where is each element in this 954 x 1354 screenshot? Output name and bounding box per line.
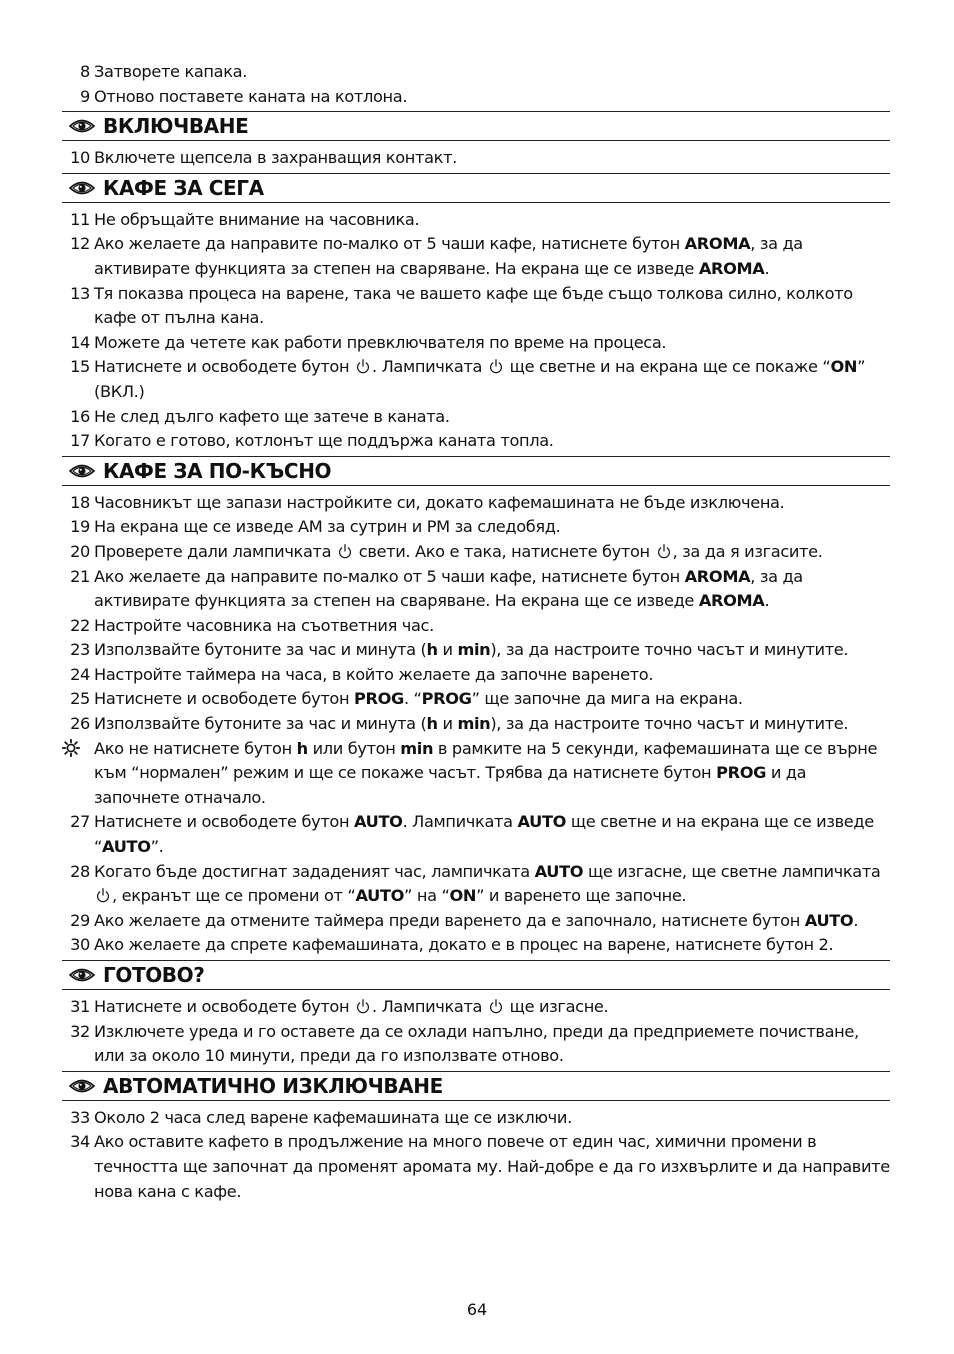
list-item bbox=[62, 540, 890, 565]
bold-term: h bbox=[296, 738, 308, 758]
section-title: КАФЕ ЗА СЕГА bbox=[103, 175, 264, 200]
text-run: ” (ВКЛ.) bbox=[94, 357, 866, 401]
item-text bbox=[90, 614, 890, 639]
text-run: Натиснете и освободете бутон bbox=[94, 689, 354, 709]
text-run: Не обръщайте внимание на часовника. bbox=[94, 209, 420, 229]
bold-term: AROMA bbox=[684, 566, 751, 586]
item-text bbox=[90, 712, 890, 737]
text-run: Затворете капака. bbox=[94, 62, 248, 81]
section-title: ГОТОВО? bbox=[103, 963, 205, 987]
item-text bbox=[90, 429, 890, 454]
text-run: ще изгасне, ще светне лампичката bbox=[583, 861, 881, 881]
text-run: Ако желаете да отмените таймера преди варенето да е започнало, натиснете бутон bbox=[94, 910, 805, 930]
power-icon bbox=[356, 358, 370, 375]
list-item bbox=[62, 355, 890, 404]
text-run: Натиснете и освободете бутон bbox=[94, 812, 354, 832]
eye-icon bbox=[68, 116, 96, 136]
list-item bbox=[62, 638, 890, 663]
bold-term: PROG bbox=[421, 689, 472, 709]
item-number: 12 bbox=[70, 234, 90, 254]
item-number: 14 bbox=[70, 332, 90, 352]
item-text bbox=[90, 208, 890, 233]
power-icon bbox=[356, 998, 370, 1015]
bold-term: AUTO bbox=[534, 861, 584, 881]
list-item bbox=[62, 232, 890, 281]
item-number: 30 bbox=[70, 935, 90, 955]
text-run: Ако желаете да спрете кафемашината, докато е в процес на варене, натиснете бутон 2. bbox=[94, 935, 834, 955]
list-item bbox=[62, 85, 890, 110]
item-number: 32 bbox=[70, 1021, 90, 1041]
list-item bbox=[62, 331, 890, 356]
item-text bbox=[90, 995, 890, 1020]
text-run: в рамките на 5 секунди, кафемашината ще се върне към “нормален” режим и ще се покаже часът. Трябва да натиснете бутон bbox=[94, 738, 878, 783]
text-run: , екранът ще се промени от “ bbox=[112, 886, 356, 906]
eye-icon bbox=[68, 178, 96, 198]
text-run: . Лампичката bbox=[371, 997, 487, 1016]
bold-term: PROG bbox=[353, 689, 404, 709]
list-item bbox=[62, 1020, 890, 1069]
bold-term: AUTO bbox=[355, 886, 405, 906]
item-number: 31 bbox=[70, 997, 90, 1016]
text-run: свети. Ако е така, натиснете бутон bbox=[353, 541, 655, 561]
text-run: Използвайте бутоните за час и минута ( bbox=[94, 714, 427, 734]
text-run: Натиснете и освободете бутон bbox=[94, 997, 354, 1016]
item-number: 25 bbox=[70, 689, 90, 709]
power-icon bbox=[338, 543, 352, 560]
list-item bbox=[62, 146, 890, 171]
item-number: 23 bbox=[70, 640, 90, 660]
text-run: , за да активирате функцията за степен на сваряване. На екрана ще се изведе bbox=[94, 234, 803, 278]
text-run: Използвайте бутоните за час и минута ( bbox=[94, 640, 427, 660]
text-run: . Лампичката bbox=[371, 357, 487, 377]
text-run: Не след дълго кафето ще затече в каната. bbox=[94, 406, 450, 426]
item-number: 34 bbox=[70, 1132, 90, 1152]
text-run: или бутон bbox=[307, 738, 401, 758]
section-header bbox=[62, 1071, 890, 1101]
text-run: ), за да настроите точно часът и минутите. bbox=[490, 714, 849, 734]
text-run: Включете щепсела в захранващия контакт. bbox=[94, 148, 457, 168]
text-run: Натиснете и освободете бутон bbox=[94, 357, 354, 377]
list-item bbox=[62, 614, 890, 639]
item-text bbox=[90, 540, 890, 565]
text-run: Ако желаете да направите по-малко от 5 чаши кафе, натиснете бутон bbox=[94, 566, 685, 586]
item-number: 17 bbox=[70, 431, 90, 451]
bold-term: AUTO bbox=[517, 812, 567, 832]
item-number: 11 bbox=[70, 209, 90, 229]
text-run: . “ bbox=[403, 689, 422, 709]
item-text bbox=[90, 405, 890, 430]
item-text bbox=[90, 663, 890, 688]
item-text bbox=[90, 565, 890, 614]
item-text bbox=[90, 1130, 890, 1204]
text-run: Когато е готово, котлонът ще поддържа каната топла. bbox=[94, 431, 554, 451]
bold-term: ON bbox=[449, 886, 477, 906]
item-number: 10 bbox=[70, 148, 90, 168]
text-run: и да започнете отначало. bbox=[94, 763, 807, 807]
item-number: 15 bbox=[70, 357, 90, 377]
text-run: ще светне и на екрана ще се покаже “ bbox=[504, 357, 831, 377]
text-run: ), за да настроите точно часът и минутите. bbox=[490, 640, 849, 660]
section-title: КАФЕ ЗА ПО-КЪСНО bbox=[103, 458, 332, 483]
section-title: АВТОМАТИЧНО ИЗКЛЮЧВАНЕ bbox=[103, 1073, 443, 1098]
tip-marker bbox=[62, 737, 90, 811]
list-item bbox=[62, 737, 890, 811]
item-number: 21 bbox=[70, 566, 90, 586]
item-text bbox=[90, 860, 890, 909]
list-item bbox=[62, 1130, 890, 1204]
bold-term: ON bbox=[830, 357, 858, 377]
list-item bbox=[62, 60, 890, 85]
item-text bbox=[90, 282, 890, 331]
list-item bbox=[62, 810, 890, 859]
text-run: Тя показва процеса на варене, така че вашето кафе ще бъде също толкова силно, колкото кафе от пълна кана. bbox=[94, 283, 853, 328]
item-number: 24 bbox=[70, 664, 90, 684]
section-header bbox=[62, 173, 890, 203]
bold-term: min bbox=[457, 640, 491, 660]
text-run: Когато бъде достигнат зададеният час, лампичката bbox=[94, 861, 535, 881]
item-text bbox=[90, 85, 890, 110]
text-run: ” и варенето ще започне. bbox=[476, 886, 687, 906]
eye-icon bbox=[68, 461, 96, 481]
bold-term: PROG bbox=[716, 763, 767, 783]
text-run: ” на “ bbox=[404, 886, 450, 906]
item-text bbox=[90, 515, 890, 540]
bold-term: AROMA bbox=[698, 591, 765, 611]
list-item bbox=[62, 429, 890, 454]
text-run: Около 2 часа след варене кафемашината ще се изключи. bbox=[94, 1107, 572, 1127]
item-number: 26 bbox=[70, 714, 90, 734]
text-run: и bbox=[437, 640, 458, 660]
list-item bbox=[62, 565, 890, 614]
text-run: Изключете уреда и го оставете да се охлади напълно, преди да предприемете почистване, или за около 10 минути, преди да го използвате отново. bbox=[94, 1021, 859, 1066]
section-title: ВКЛЮЧВАНЕ bbox=[103, 114, 249, 139]
text-run: , за да я изгасите. bbox=[672, 541, 823, 561]
text-run: Ако не натиснете бутон bbox=[94, 738, 297, 758]
list-item bbox=[62, 405, 890, 430]
list-item bbox=[62, 208, 890, 233]
list-item bbox=[62, 491, 890, 516]
item-text bbox=[90, 1106, 890, 1131]
sun-icon bbox=[62, 739, 80, 757]
bold-term: AUTO bbox=[353, 812, 403, 832]
item-text bbox=[90, 687, 890, 712]
text-run: Отново поставете каната на котлона. bbox=[94, 86, 408, 106]
item-number: 9 bbox=[80, 86, 90, 106]
text-run: . bbox=[764, 591, 770, 611]
item-text bbox=[90, 737, 890, 811]
item-number: 16 bbox=[70, 406, 90, 426]
bold-term: h bbox=[426, 640, 438, 660]
item-text bbox=[90, 146, 890, 171]
list-item bbox=[62, 860, 890, 909]
text-run: ”. bbox=[150, 837, 164, 857]
item-text bbox=[90, 60, 890, 85]
item-text bbox=[90, 638, 890, 663]
item-text bbox=[90, 933, 890, 958]
text-run: Настройте таймера на часа, в който желаете да започне варенето. bbox=[94, 664, 654, 684]
text-run: Можете да четете как работи превключвателя по време на процеса. bbox=[94, 332, 667, 352]
item-text bbox=[90, 909, 890, 934]
text-run: Проверете дали лампичката bbox=[94, 541, 336, 561]
item-text bbox=[90, 1020, 890, 1069]
item-text bbox=[90, 355, 890, 404]
text-run: . Лампичката bbox=[402, 812, 518, 832]
item-number: 8 bbox=[80, 62, 90, 81]
text-run: , за да активирате функцията за степен на сваряване. На екрана ще се изведе bbox=[94, 566, 803, 611]
bold-term: AUTO bbox=[102, 837, 151, 857]
item-number: 27 bbox=[70, 812, 90, 832]
item-text bbox=[90, 491, 890, 516]
item-number: 13 bbox=[70, 283, 90, 303]
list-item bbox=[62, 933, 890, 958]
list-item bbox=[62, 909, 890, 934]
list-item bbox=[62, 515, 890, 540]
text-run: . bbox=[764, 258, 770, 278]
bold-term: h bbox=[426, 714, 438, 734]
power-icon bbox=[489, 358, 503, 375]
page-number: 64 bbox=[466, 1300, 488, 1319]
item-number: 19 bbox=[70, 517, 90, 537]
text-run: и bbox=[437, 714, 458, 734]
power-icon bbox=[489, 998, 503, 1015]
item-number: 33 bbox=[70, 1107, 90, 1127]
list-item bbox=[62, 712, 890, 737]
text-run: На екрана ще се изведе AM за сутрин и PM за следобяд. bbox=[94, 517, 561, 537]
text-run: Ако желаете да направите по-малко от 5 чаши кафе, натиснете бутон bbox=[94, 234, 685, 254]
item-number: 18 bbox=[70, 492, 90, 512]
text-run: Настройте часовника на съответния час. bbox=[94, 615, 434, 635]
power-icon bbox=[657, 543, 671, 560]
bold-term: min bbox=[457, 714, 491, 734]
bold-term: AROMA bbox=[684, 234, 751, 254]
manual-content bbox=[62, 60, 890, 1204]
list-item bbox=[62, 1106, 890, 1131]
text-run: Ако оставите кафето в продължение на много повече от един час, химични промени в течността ще започнат да променят аромата му. Най-добре е да го изхвърлите и да направите нова кана с кафе. bbox=[94, 1132, 890, 1201]
eye-icon bbox=[68, 965, 96, 985]
section-header bbox=[62, 960, 890, 990]
item-number: 28 bbox=[70, 861, 90, 881]
section-header bbox=[62, 456, 890, 486]
item-number: 29 bbox=[70, 910, 90, 930]
item-number: 20 bbox=[70, 541, 90, 561]
text-run: ще светне и на екрана ще се изведе “ bbox=[94, 812, 874, 857]
list-item bbox=[62, 687, 890, 712]
text-run: ще изгасне. bbox=[504, 997, 609, 1016]
text-run: . bbox=[853, 910, 859, 930]
section-header bbox=[62, 111, 890, 141]
bold-term: AROMA bbox=[698, 258, 765, 278]
power-icon bbox=[96, 887, 110, 904]
item-text bbox=[90, 331, 890, 356]
item-text bbox=[90, 810, 890, 859]
list-item bbox=[62, 282, 890, 331]
item-number: 22 bbox=[70, 615, 90, 635]
text-run: Часовникът ще запази настройките си, докато кафемашината не бъде изключена. bbox=[94, 492, 785, 512]
text-run: ” ще започне да мига на екрана. bbox=[471, 689, 743, 709]
item-text bbox=[90, 232, 890, 281]
eye-icon bbox=[68, 1076, 96, 1096]
bold-term: min bbox=[400, 738, 434, 758]
bold-term: AUTO bbox=[804, 910, 854, 930]
list-item bbox=[62, 663, 890, 688]
list-item bbox=[62, 995, 890, 1020]
